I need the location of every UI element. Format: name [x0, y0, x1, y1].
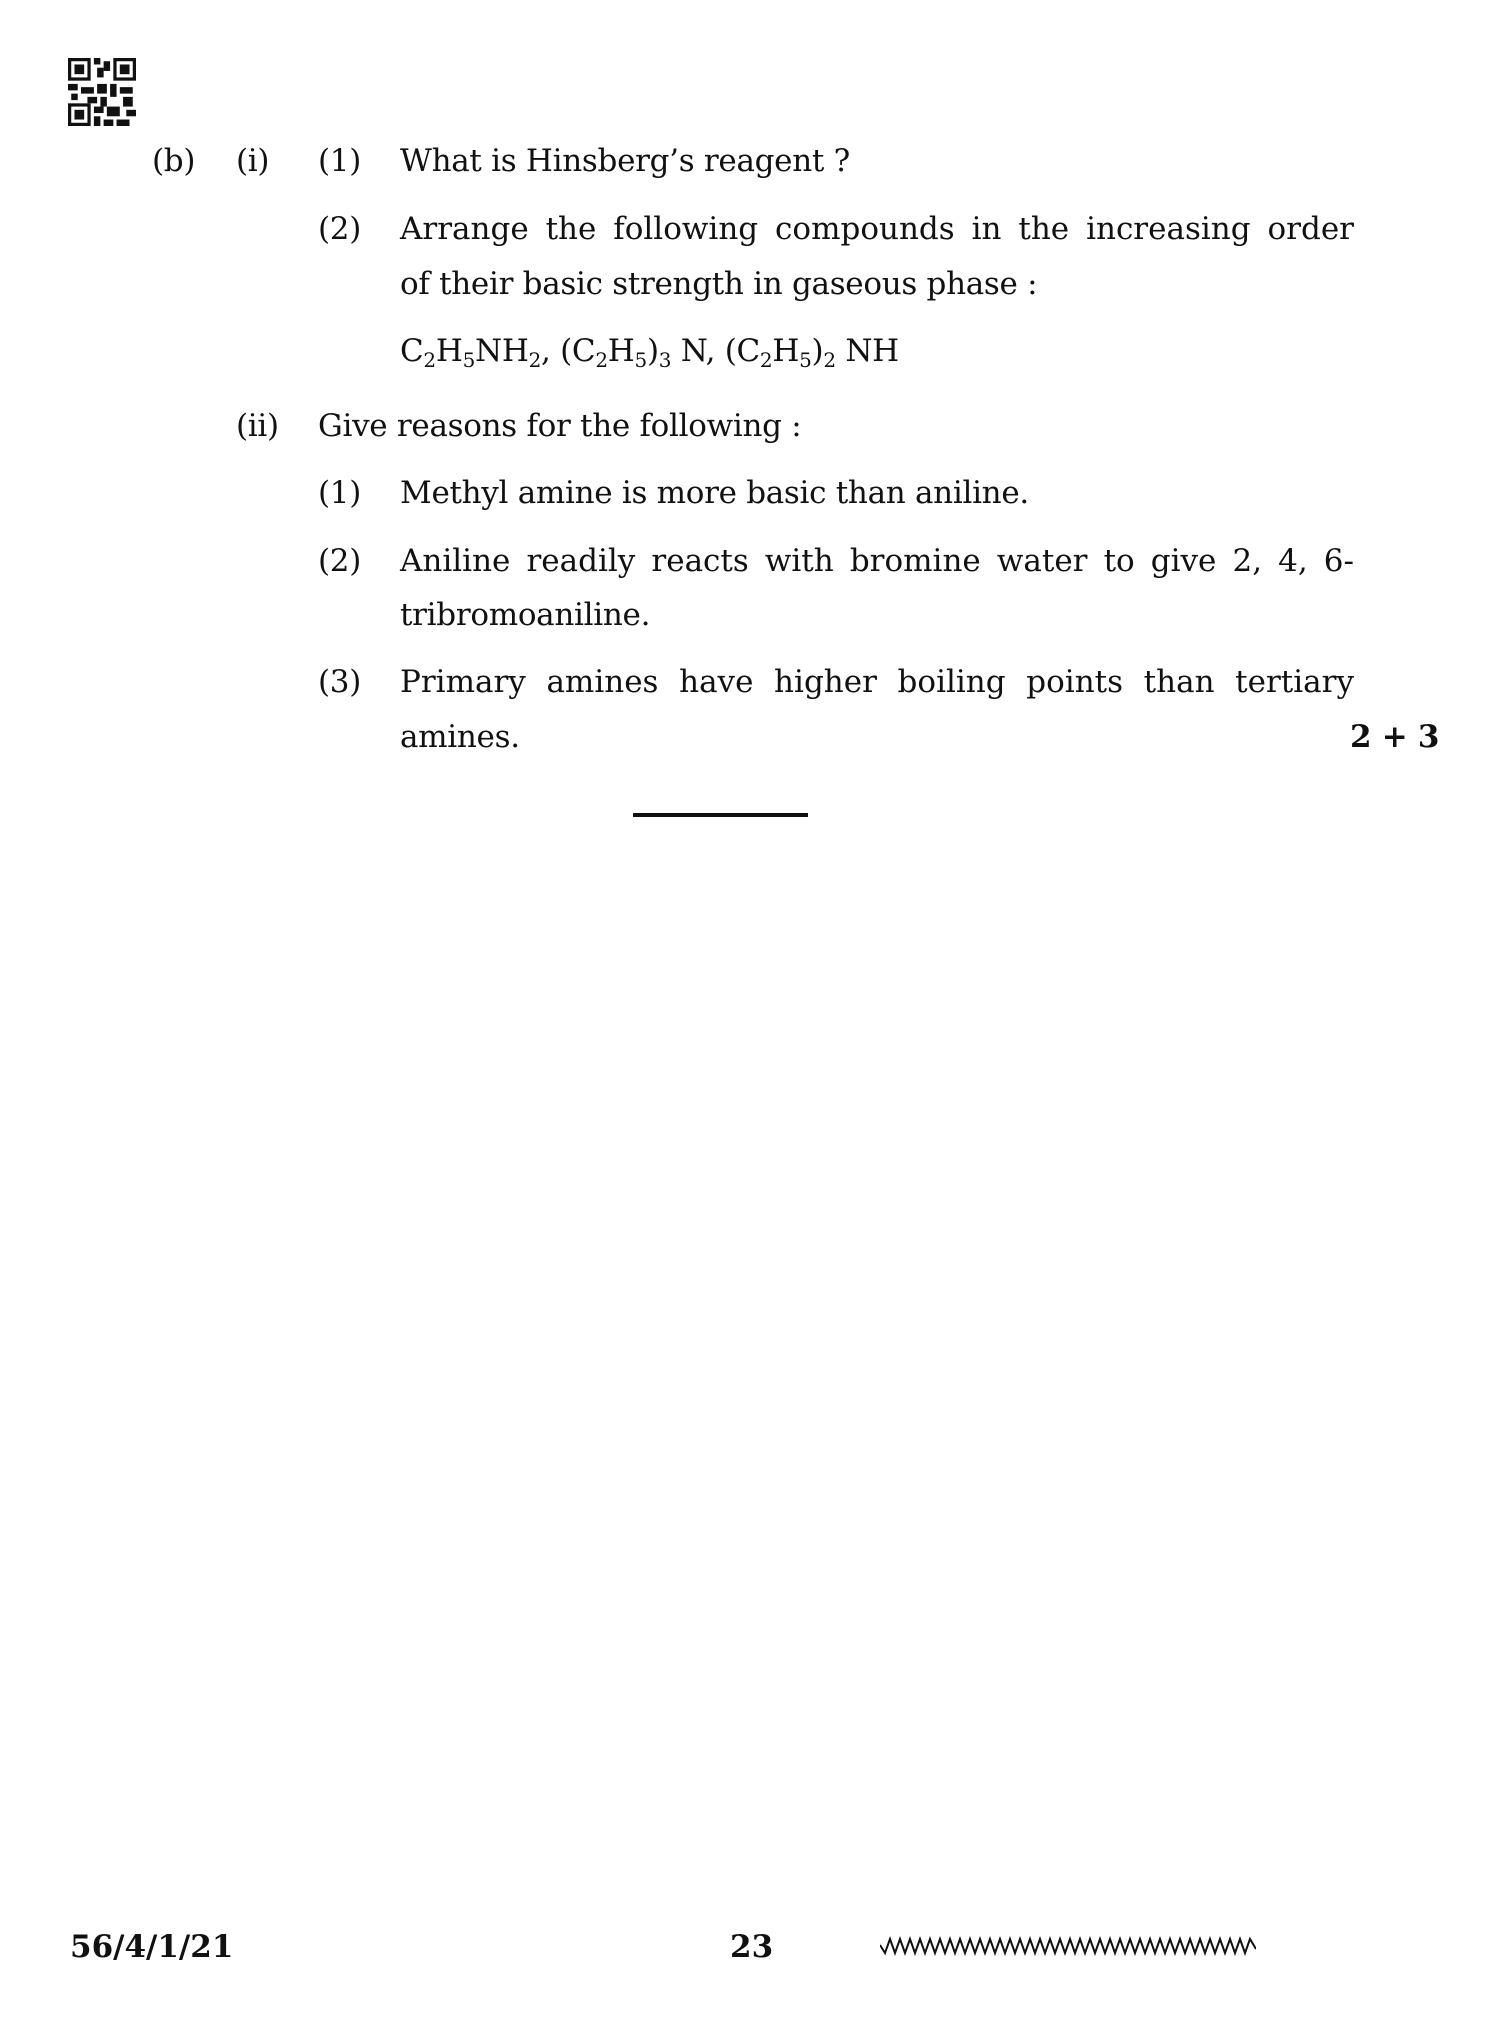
- wavy-line-icon: [880, 1935, 1256, 1957]
- question-text: Arrange the following compounds in the increasing order: [400, 211, 1354, 247]
- question-text: of their basic strength in gaseous phase :: [400, 266, 1038, 302]
- chemical-formula: $C_2H_5NH_2$, $(C_2H_5)_3$ N, $(C_2H_5)_2$ NH: [400, 333, 899, 372]
- item-label: (1): [318, 475, 362, 511]
- qr-code-icon: [68, 58, 136, 126]
- question-intro: Give reasons for the following :: [318, 408, 802, 444]
- question-text: Methyl amine is more basic than aniline.: [400, 475, 1029, 511]
- question-text: Aniline readily reacts with bromine water to give 2, 4, 6-: [400, 543, 1354, 579]
- part-label-b: (b): [152, 143, 196, 179]
- question-text: amines.: [400, 719, 520, 755]
- marks-label: 2 + 3: [1350, 719, 1440, 755]
- question-text: Primary amines have higher boiling points than tertiary: [400, 664, 1354, 700]
- sub-label-i: (i): [236, 143, 270, 179]
- item-label: (1): [318, 143, 362, 179]
- item-label: (3): [318, 664, 362, 700]
- question-text: What is Hinsberg’s reagent ?: [400, 143, 850, 179]
- question-text: tribromoaniline.: [400, 597, 651, 633]
- sub-label-ii: (ii): [236, 408, 279, 444]
- end-rule: [633, 813, 808, 817]
- paper-code: 56/4/1/21: [70, 1929, 234, 1965]
- item-label: (2): [318, 543, 362, 579]
- page-number: 23: [730, 1929, 774, 1965]
- item-label: (2): [318, 211, 362, 247]
